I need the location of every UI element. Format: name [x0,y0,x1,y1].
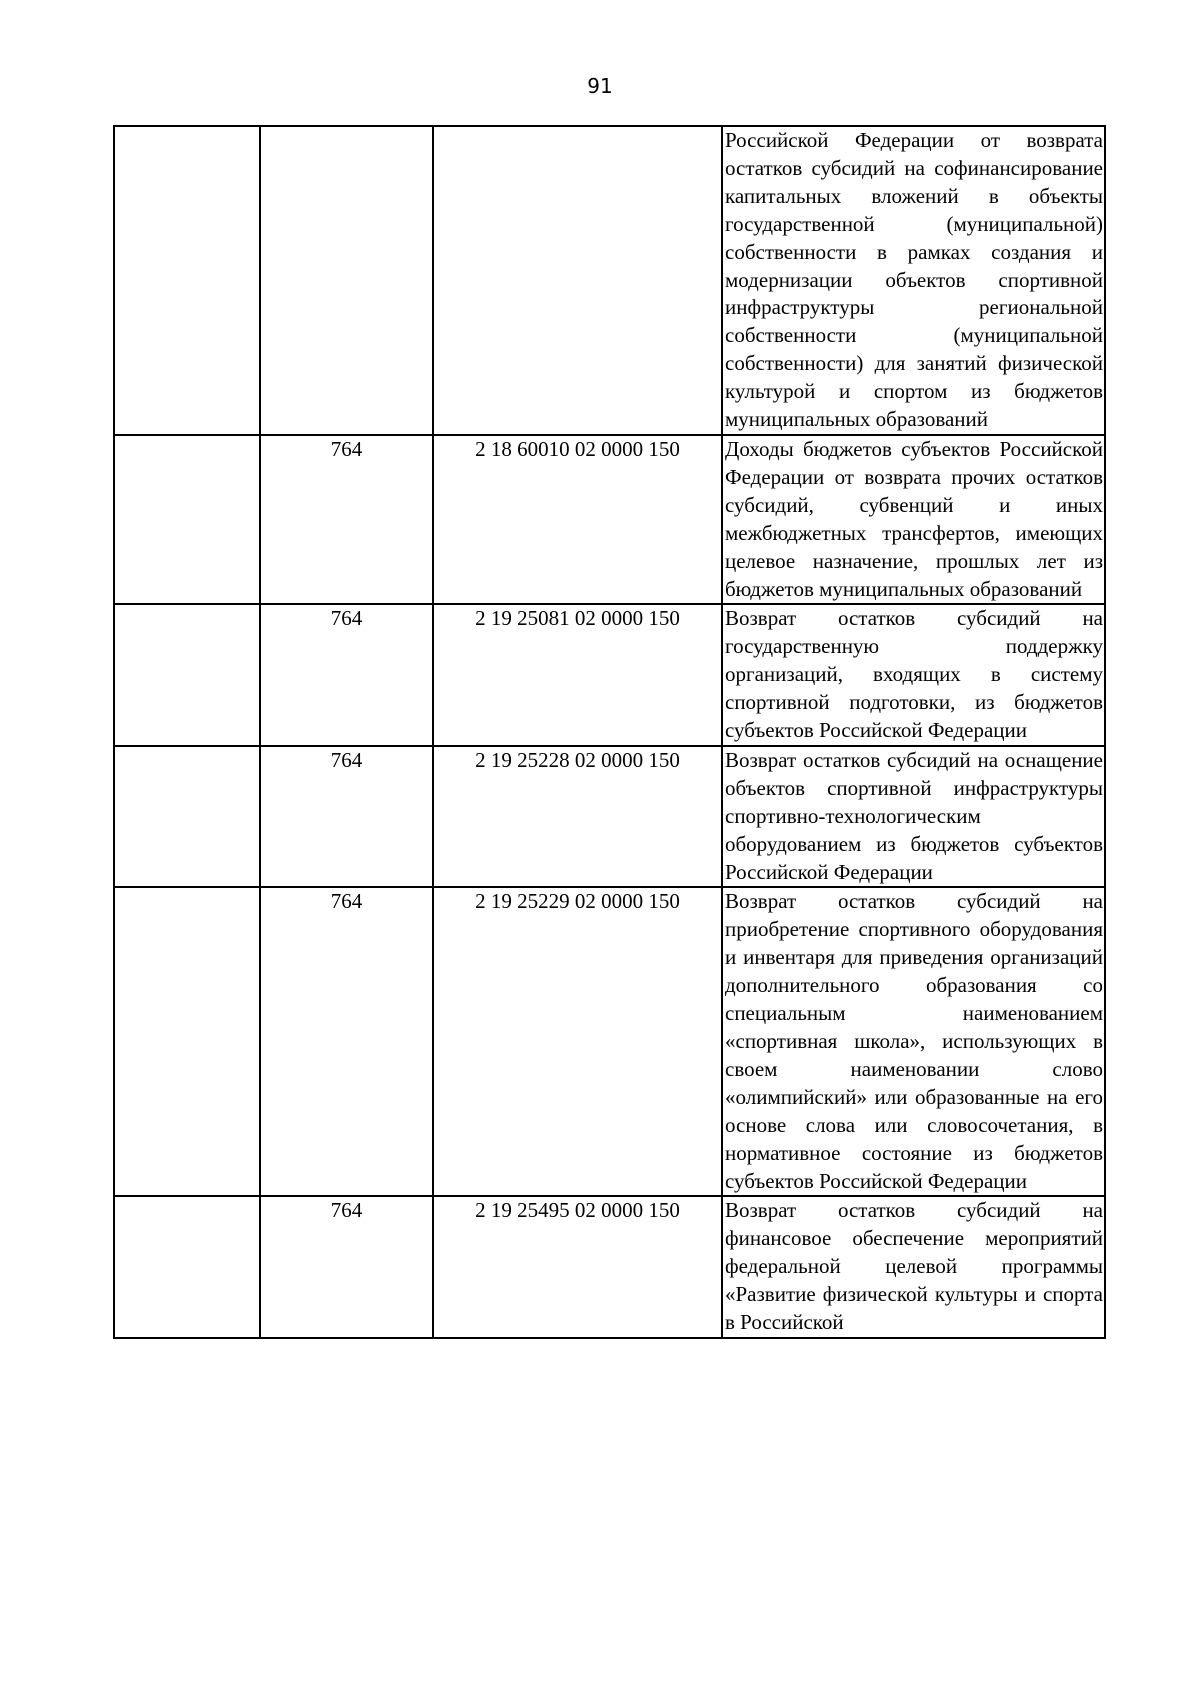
table-row [114,126,1105,435]
description-cell [722,1196,1105,1338]
income-description: Возврат остатков субсидий на приобретение спортивного оборудования и инвентаря для приведения организаций дополнительного образования со специальным наименованием «спортивная школа», использующих в своем наименовании слово «олимпийский» или образованные на его основе слова или словосочетания, в нормативное состояние из бюджетов субъектов Российской Федерации [725,889,1103,1193]
admin-code-cell [260,604,433,746]
description-cell [722,604,1105,746]
income-description: Возврат остатков субсидий на финансовое обеспечение мероприятий федеральной целевой программы «Развитие физической культуры и спорта в Российской [725,1198,1103,1335]
admin-code: 764 [330,1198,363,1223]
row-number-cell [114,887,260,1196]
kbk-code: 2 19 25081 02 0000 150 [475,606,680,631]
description-cell [722,746,1105,888]
description-cell [722,435,1105,604]
admin-code: 764 [330,889,363,914]
kbk-code: 2 19 25495 02 0000 150 [475,1198,680,1223]
admin-code: 764 [330,606,363,631]
row-number-cell [114,746,260,888]
income-description: Российской Федерации от возврата остатков субсидий на софинансирование капитальных вложений в объекты государственной (муниципальной) собственности в рамках создания и модернизации объектов спортивной инфраструктуры региональной собственности (муниципальной собственности) для занятий физической культурой и спортом из бюджетов муниципальных образований [725,128,1103,432]
budget-codes-table [113,125,1106,1339]
kbk-code-cell [433,604,722,746]
description-cell [722,126,1105,435]
admin-code-cell [260,126,433,435]
admin-code-cell [260,1196,433,1338]
kbk-code-cell [433,887,722,1196]
row-number-cell [114,126,260,435]
admin-code: 764 [330,436,363,461]
row-number-cell [114,1196,260,1338]
table-row [114,435,1105,604]
table-row [114,746,1105,888]
kbk-code: 2 19 25229 02 0000 150 [475,889,680,914]
income-description: Возврат остатков субсидий на оснащение объектов спортивной инфраструктуры спортивно-технологическим оборудованием из бюджетов субъектов Российской Федерации [725,747,1103,884]
table-row [114,604,1105,746]
page-number: 91 [587,74,613,98]
income-description: Возврат остатков субсидий на государственную поддержку организаций, входящих в систему спортивной подготовки, из бюджетов субъектов Российской Федерации [725,606,1103,743]
row-number-cell [114,604,260,746]
admin-code-cell [260,435,433,604]
table-row [114,1196,1105,1338]
kbk-code-cell [433,435,722,604]
income-description: Доходы бюджетов субъектов Российской Федерации от возврата прочих остатков субсидий, субвенций и иных межбюджетных трансфертов, имеющих целевое назначение, прошлых лет из бюджетов муниципальных образований [725,436,1103,601]
admin-code: 764 [330,747,363,772]
kbk-code: 2 19 25228 02 0000 150 [475,747,680,772]
kbk-code: 2 18 60010 02 0000 150 [475,436,680,461]
kbk-code-cell [433,1196,722,1338]
admin-code-cell [260,887,433,1196]
admin-code-cell [260,746,433,888]
description-cell [722,887,1105,1196]
row-number-cell [114,435,260,604]
kbk-code-cell [433,126,722,435]
table-row [114,887,1105,1196]
kbk-code-cell [433,746,722,888]
